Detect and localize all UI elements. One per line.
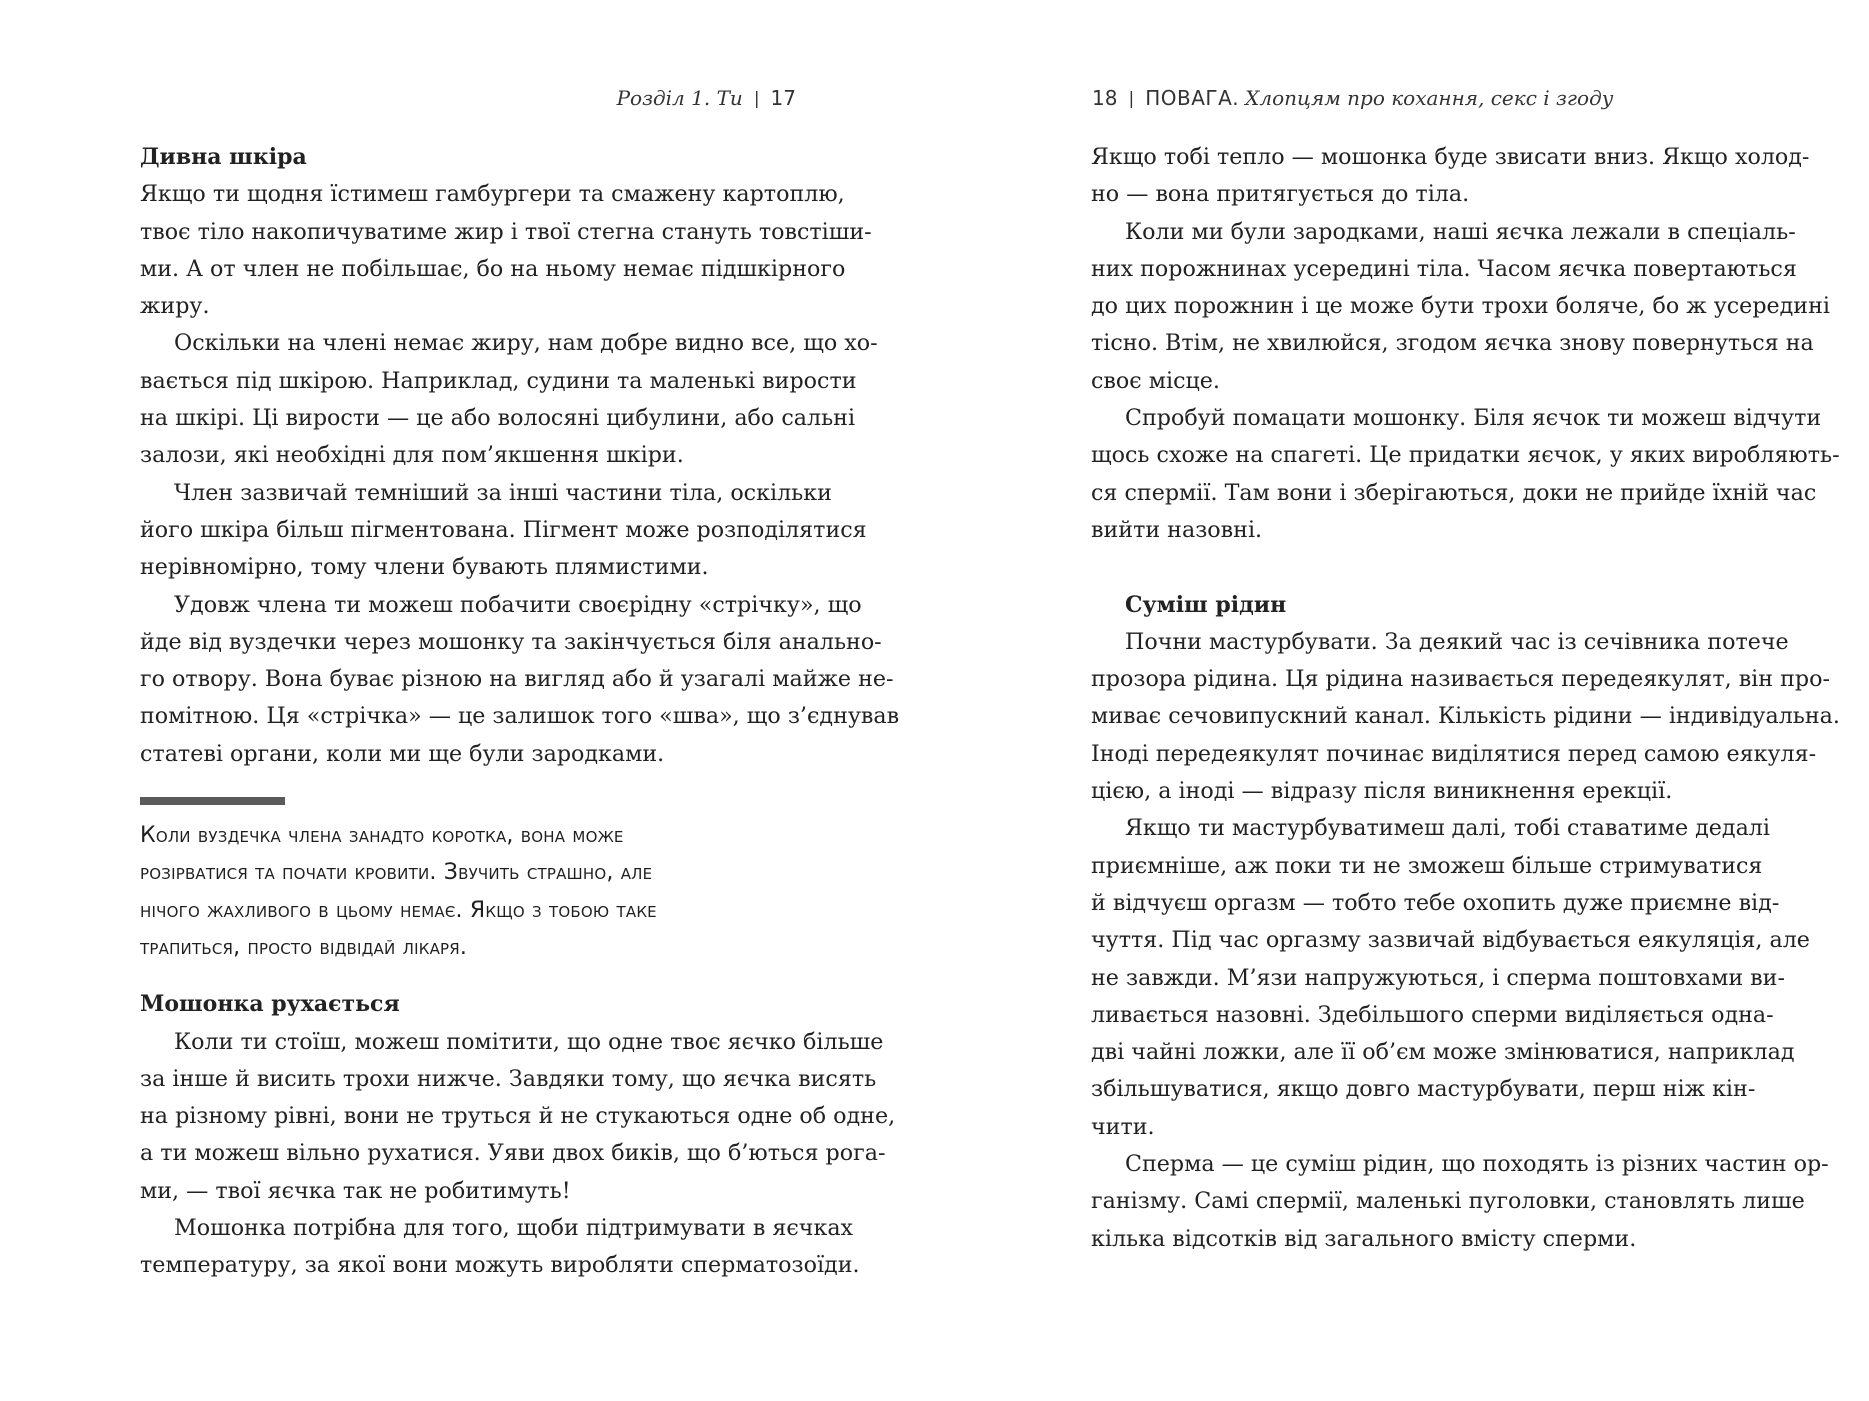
paragraph-line: го отвору. Вона буває різною на вигляд або й узагалі майже не-	[140, 666, 894, 693]
paragraph-line: помітною. Ця «стрічка» — це залишок того «шва», що з’єднував	[140, 703, 900, 730]
paragraph-line: нерівномірно, тому члени бувають плямистими.	[140, 554, 709, 581]
paragraph-line: чити.	[1091, 1113, 1155, 1140]
callout-line: трапиться, просто відвідай лікаря.	[140, 934, 468, 960]
paragraph-line: кілька відсотків від загального вмісту сперми.	[1091, 1225, 1637, 1252]
paragraph-line: ми. А от член не побільшає, бо на ньому немає підшкірного	[140, 255, 846, 282]
page-number: 17	[770, 86, 796, 110]
right-text-block	[1091, 139, 1840, 1258]
paragraph-line: Удовж члена ти можеш побачити своєрідну «стрічку», що	[174, 591, 862, 618]
paragraph-line: залози, які необхідні для пом’якшення шкіри.	[140, 442, 684, 469]
paragraph-line: до цих порожнин і це може бути трохи боляче, бо ж усередині	[1091, 293, 1830, 320]
paragraph-line: щось схоже на спагеті. Це придатки яєчок, у яких виробляють-	[1091, 442, 1840, 469]
paragraph-line: збільшуватися, якщо довго мастурбувати, перш ніж кін-	[1091, 1076, 1756, 1103]
paragraph-line: й відчуєш оргазм — тобто тебе охопить дуже приємне від-	[1091, 889, 1780, 916]
paragraph-line: Оскільки на члені немає жиру, нам добре видно все, що хо-	[174, 330, 878, 357]
section-heading: Мошонка рухається	[140, 991, 400, 1018]
paragraph-line: за інше й висить трохи нижче. Завдяки тому, що яєчка висять	[140, 1065, 877, 1092]
paragraph-line: приємніше, аж поки ти не зможеш більше стримуватися	[1091, 852, 1763, 879]
paragraph-line: но — вона притягується до тіла.	[1091, 181, 1470, 208]
paragraph-line: Коли ми були зародками, наші яєчка лежали в спеціаль-	[1125, 218, 1796, 245]
paragraph-line: прозора рідина. Ця рідина називається передеякулят, він про-	[1091, 666, 1830, 693]
paragraph-line: на різному рівні, вони не труться й не стукаються одне об одне,	[140, 1103, 896, 1130]
paragraph-line: миває сечовипускний канал. Кількість рідини — індивідуальна.	[1091, 703, 1840, 730]
running-head-right	[1092, 86, 1613, 110]
paragraph-line: цією, а іноді — відразу після виникнення ерекції.	[1091, 778, 1673, 805]
paragraph-line: своє місце.	[1091, 367, 1220, 394]
paragraph-line: вийти назовні.	[1091, 516, 1263, 543]
paragraph-line: його шкіра більш пігментована. Пігмент може розподілятися	[140, 516, 867, 543]
callout-line: нічого жахливого в цьому немає. Якщо з тобою таке	[140, 897, 657, 923]
paragraph-line: вається під шкірою. Наприклад, судини та маленькі вирости	[140, 367, 857, 394]
paragraph-line: жиру.	[140, 293, 210, 320]
callout-line: Коли вуздечка члена занадто коротка, вона може	[140, 823, 624, 849]
section-heading: Дивна шкіра	[140, 144, 307, 170]
paragraph-line: Сперма — це суміш рідин, що походять із різних частин ор-	[1125, 1151, 1829, 1178]
paragraph-line: статеві органи, коли ми ще були зародками.	[140, 740, 665, 767]
page-number: 18	[1092, 86, 1118, 110]
running-head-separator: |	[1128, 89, 1135, 109]
paragraph-line: дві чайні ложки, але її об’єм може змінюватися, наприклад	[1091, 1039, 1795, 1066]
running-head-separator: |	[753, 89, 760, 109]
left-page	[0, 0, 934, 1401]
paragraph-line: них порожнинах усередині тіла. Часом яєчка повертаються	[1091, 255, 1797, 282]
paragraph-line: Якщо тобі тепло — мошонка буде звисати вниз. Якщо холод-	[1091, 144, 1810, 170]
paragraph-line: Якщо ти мастурбуватимеш далі, тобі ставатиме дедалі	[1125, 815, 1770, 842]
paragraph-line: Почни мастурбувати. За деякий час із сечівника потече	[1125, 628, 1789, 655]
paragraph-line: йде від вуздечки через мошонку та закінчується біля анально-	[140, 628, 882, 655]
paragraph-line: не завжди. М’язи напружуються, і сперма поштовхами ви-	[1091, 964, 1785, 991]
right-page	[934, 0, 1869, 1401]
paragraph-line: на шкірі. Ці вирости — це або волосяні цибулини, або сальні	[140, 405, 856, 432]
left-text-block	[140, 139, 900, 1285]
paragraph-line: тісно. Втім, не хвилюйся, згодом яєчка знову повернуться на	[1091, 330, 1814, 357]
paragraph-line: твоє тіло накопичуватиме жир і твої стегна стануть товстіши-	[140, 218, 872, 245]
callout-rule	[140, 797, 285, 805]
paragraph-line: Коли ти стоїш, можеш помітити, що одне твоє яєчко більше	[174, 1028, 884, 1055]
paragraph-line: Член зазвичай темніший за інші частини тіла, оскільки	[174, 479, 832, 506]
section-heading: Суміш рідин	[1125, 591, 1287, 618]
book-title: ПОВАГА.	[1145, 86, 1240, 110]
paragraph-line: чуття. Під час оргазму зазвичай відбувається еякуляція, але	[1091, 927, 1810, 954]
paragraph-line: Якщо ти щодня їстимеш гамбургери та смажену картоплю,	[140, 181, 845, 208]
book-subtitle: Хлопцям про кохання, секс і згоду	[1245, 86, 1614, 110]
running-head-left	[617, 86, 796, 110]
paragraph-line: ми, — твої яєчка так не робитимуть!	[140, 1177, 571, 1204]
paragraph-line: Спробуй помацати мошонку. Біля яєчок ти можеш відчути	[1125, 405, 1822, 432]
callout-line: розірватися та почати кровити. Звучить страшно, але	[140, 860, 653, 886]
paragraph-line: ливається назовні. Здебільшого сперми виділяється одна-	[1091, 1001, 1774, 1028]
paragraph-line: а ти можеш вільно рухатися. Уяви двох биків, що б’ються рога-	[140, 1140, 886, 1167]
paragraph-line: ганізму. Самі спермії, маленькі пуголовки, становлять лише	[1091, 1188, 1805, 1215]
paragraph-line: температуру, за якої вони можуть виробляти сперматозоїди.	[140, 1252, 860, 1279]
paragraph-line: ся спермії. Там вони і зберігаються, доки не прийде їхній час	[1091, 479, 1817, 506]
paragraph-line: Іноді передеякулят починає виділятися перед самою еякуля-	[1091, 740, 1817, 767]
chapter-title: Розділ 1. Ти	[616, 86, 743, 110]
paragraph-line: Мошонка потрібна для того, щоби підтримувати в яєчках	[174, 1215, 854, 1242]
